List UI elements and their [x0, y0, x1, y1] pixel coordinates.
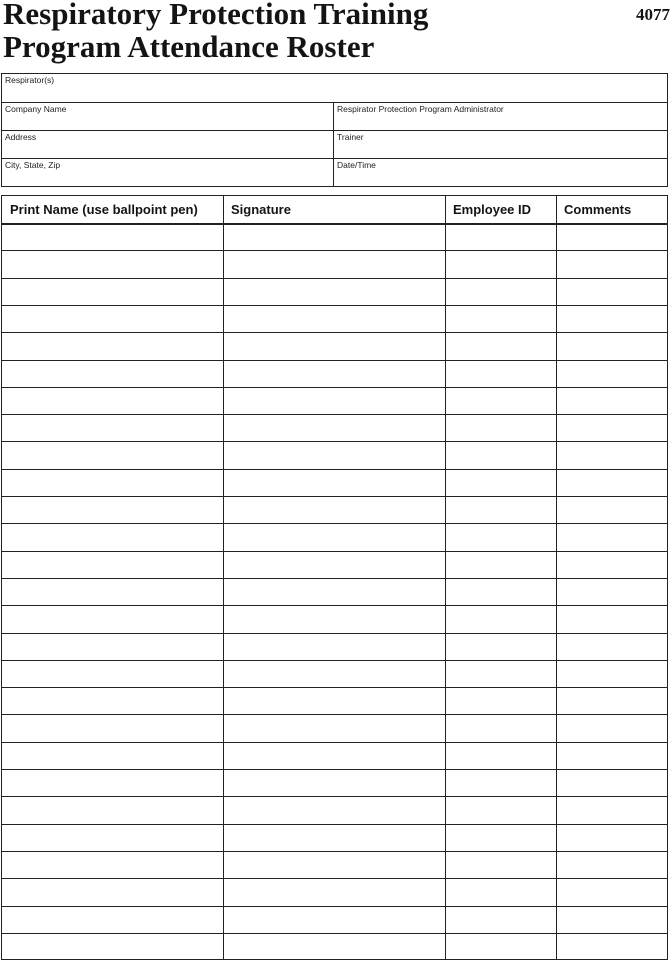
roster-cell-print-name[interactable]	[2, 579, 223, 605]
roster-cell-print-name[interactable]	[2, 224, 223, 250]
roster-cell-signature[interactable]	[223, 442, 445, 468]
roster-cell-comments[interactable]	[556, 415, 667, 441]
roster-cell-comments[interactable]	[556, 879, 667, 905]
roster-cell-employee-id[interactable]	[445, 743, 556, 769]
roster-cell-print-name[interactable]	[2, 907, 223, 933]
roster-cell-signature[interactable]	[223, 606, 445, 632]
roster-cell-comments[interactable]	[556, 524, 667, 550]
administrator-label: Respirator Protection Program Administrator	[337, 104, 504, 114]
roster-cell-signature[interactable]	[223, 552, 445, 578]
roster-cell-print-name[interactable]	[2, 333, 223, 359]
roster-cell-employee-id[interactable]	[445, 606, 556, 632]
roster-cell-comments[interactable]	[556, 715, 667, 741]
roster-cell-comments[interactable]	[556, 907, 667, 933]
roster-cell-comments[interactable]	[556, 770, 667, 796]
roster-cell-employee-id[interactable]	[445, 879, 556, 905]
info-row-address	[2, 130, 667, 158]
roster-cell-comments[interactable]	[556, 579, 667, 605]
roster-cell-employee-id[interactable]	[445, 634, 556, 660]
roster-cell-print-name[interactable]	[2, 306, 223, 332]
roster-cell-comments[interactable]	[556, 552, 667, 578]
roster-cell-employee-id[interactable]	[445, 524, 556, 550]
roster-cell-employee-id[interactable]	[445, 306, 556, 332]
roster-cell-signature[interactable]	[223, 825, 445, 851]
roster-cell-signature[interactable]	[223, 770, 445, 796]
roster-cell-print-name[interactable]	[2, 361, 223, 387]
roster-cell-signature[interactable]	[223, 934, 445, 960]
roster-cell-print-name[interactable]	[2, 797, 223, 823]
roster-cell-print-name[interactable]	[2, 251, 223, 277]
roster-cell-signature[interactable]	[223, 497, 445, 523]
roster-cell-signature[interactable]	[223, 470, 445, 496]
roster-cell-employee-id[interactable]	[445, 361, 556, 387]
roster-cell-comments[interactable]	[556, 606, 667, 632]
roster-cell-comments[interactable]	[556, 743, 667, 769]
roster-cell-print-name[interactable]	[2, 497, 223, 523]
roster-cell-print-name[interactable]	[2, 415, 223, 441]
roster-cell-signature[interactable]	[223, 715, 445, 741]
city-state-zip-field[interactable]	[2, 159, 333, 186]
roster-cell-signature[interactable]	[223, 333, 445, 359]
roster-cell-print-name[interactable]	[2, 634, 223, 660]
roster-cell-comments[interactable]	[556, 442, 667, 468]
roster-cell-comments[interactable]	[556, 634, 667, 660]
form-title-line-2: Program Attendance Roster	[3, 29, 375, 64]
roster-cell-signature[interactable]	[223, 361, 445, 387]
roster-cell-employee-id[interactable]	[445, 333, 556, 359]
column-header-signature: Signature	[231, 202, 291, 217]
trainer-field[interactable]	[333, 131, 667, 158]
roster-cell-print-name[interactable]	[2, 715, 223, 741]
roster-cell-comments[interactable]	[556, 497, 667, 523]
roster-cell-signature[interactable]	[223, 797, 445, 823]
roster-cell-comments[interactable]	[556, 688, 667, 714]
roster-cell-comments[interactable]	[556, 388, 667, 414]
roster-cell-print-name[interactable]	[2, 442, 223, 468]
roster-cell-signature[interactable]	[223, 415, 445, 441]
roster-cell-employee-id[interactable]	[445, 661, 556, 687]
roster-cell-comments[interactable]	[556, 251, 667, 277]
roster-cell-signature[interactable]	[223, 661, 445, 687]
column-header-print-name: Print Name (use ballpoint pen)	[10, 202, 198, 217]
roster-cell-signature[interactable]	[223, 524, 445, 550]
roster-cell-print-name[interactable]	[2, 388, 223, 414]
roster-cell-signature[interactable]	[223, 743, 445, 769]
roster-cell-employee-id[interactable]	[445, 934, 556, 960]
roster-cell-employee-id[interactable]	[445, 715, 556, 741]
roster-cell-employee-id[interactable]	[445, 388, 556, 414]
roster-cell-print-name[interactable]	[2, 279, 223, 305]
roster-cell-signature[interactable]	[223, 907, 445, 933]
roster-cell-signature[interactable]	[223, 852, 445, 878]
info-section	[1, 73, 668, 187]
roster-cell-signature[interactable]	[223, 251, 445, 277]
roster-cell-print-name[interactable]	[2, 688, 223, 714]
roster-cell-comments[interactable]	[556, 361, 667, 387]
roster-cell-employee-id[interactable]	[445, 825, 556, 851]
roster-cell-signature[interactable]	[223, 279, 445, 305]
roster-cell-print-name[interactable]	[2, 825, 223, 851]
roster-cell-employee-id[interactable]	[445, 224, 556, 250]
roster-cell-print-name[interactable]	[2, 606, 223, 632]
respirators-field[interactable]	[2, 74, 667, 102]
roster-cell-employee-id[interactable]	[445, 770, 556, 796]
column-header-employee-id: Employee ID	[453, 202, 532, 217]
roster-cell-comments[interactable]	[556, 224, 667, 250]
roster-cell-employee-id[interactable]	[445, 907, 556, 933]
roster-cell-employee-id[interactable]	[445, 442, 556, 468]
roster-cell-print-name[interactable]	[2, 879, 223, 905]
roster-cell-comments[interactable]	[556, 797, 667, 823]
info-row-respirators	[2, 74, 667, 102]
roster-cell-employee-id[interactable]	[445, 579, 556, 605]
address-field[interactable]	[2, 131, 333, 158]
column-header-comments: Comments	[564, 202, 632, 217]
roster-cell-signature[interactable]	[223, 388, 445, 414]
roster-cell-employee-id[interactable]	[445, 470, 556, 496]
roster-cell-signature[interactable]	[223, 579, 445, 605]
roster-cell-employee-id[interactable]	[445, 688, 556, 714]
form-title	[3, 0, 563, 63]
roster-cell-employee-id[interactable]	[445, 552, 556, 578]
roster-cell-signature[interactable]	[223, 306, 445, 332]
city-state-zip-label: City, State, Zip	[5, 160, 61, 170]
attendance-roster-table	[1, 195, 668, 960]
roster-cell-comments[interactable]	[556, 306, 667, 332]
roster-cell-employee-id[interactable]	[445, 797, 556, 823]
address-label: Address	[5, 132, 37, 142]
roster-cell-print-name[interactable]	[2, 743, 223, 769]
roster-cell-signature[interactable]	[223, 634, 445, 660]
roster-cell-employee-id[interactable]	[445, 497, 556, 523]
roster-cell-comments[interactable]	[556, 279, 667, 305]
roster-cell-comments[interactable]	[556, 852, 667, 878]
company-name-field[interactable]	[2, 103, 333, 130]
roster-cell-print-name[interactable]	[2, 770, 223, 796]
company-name-label: Company Name	[5, 104, 67, 114]
roster-cell-comments[interactable]	[556, 825, 667, 851]
roster-cell-signature[interactable]	[223, 688, 445, 714]
roster-cell-employee-id[interactable]	[445, 279, 556, 305]
roster-cell-print-name[interactable]	[2, 852, 223, 878]
roster-cell-signature[interactable]	[223, 224, 445, 250]
roster-cell-print-name[interactable]	[2, 524, 223, 550]
roster-cell-employee-id[interactable]	[445, 415, 556, 441]
respirators-label: Respirator(s)	[5, 75, 55, 85]
trainer-label: Trainer	[337, 132, 364, 142]
roster-cell-employee-id[interactable]	[445, 852, 556, 878]
roster-cell-comments[interactable]	[556, 470, 667, 496]
roster-cell-signature[interactable]	[223, 879, 445, 905]
roster-cell-employee-id[interactable]	[445, 251, 556, 277]
date-time-field[interactable]	[333, 159, 667, 186]
form-number: 4077	[636, 5, 670, 24]
roster-cell-print-name[interactable]	[2, 552, 223, 578]
roster-cell-print-name[interactable]	[2, 934, 223, 960]
date-time-label: Date/Time	[337, 160, 376, 170]
roster-cell-comments[interactable]	[556, 661, 667, 687]
roster-cell-comments[interactable]	[556, 333, 667, 359]
roster-cell-print-name[interactable]	[2, 661, 223, 687]
info-row-company	[2, 102, 667, 130]
administrator-field[interactable]	[333, 103, 667, 130]
roster-cell-print-name[interactable]	[2, 470, 223, 496]
form-title-line-1: Respiratory Protection Training	[3, 0, 429, 31]
info-row-city	[2, 158, 667, 186]
roster-cell-comments[interactable]	[556, 934, 667, 960]
